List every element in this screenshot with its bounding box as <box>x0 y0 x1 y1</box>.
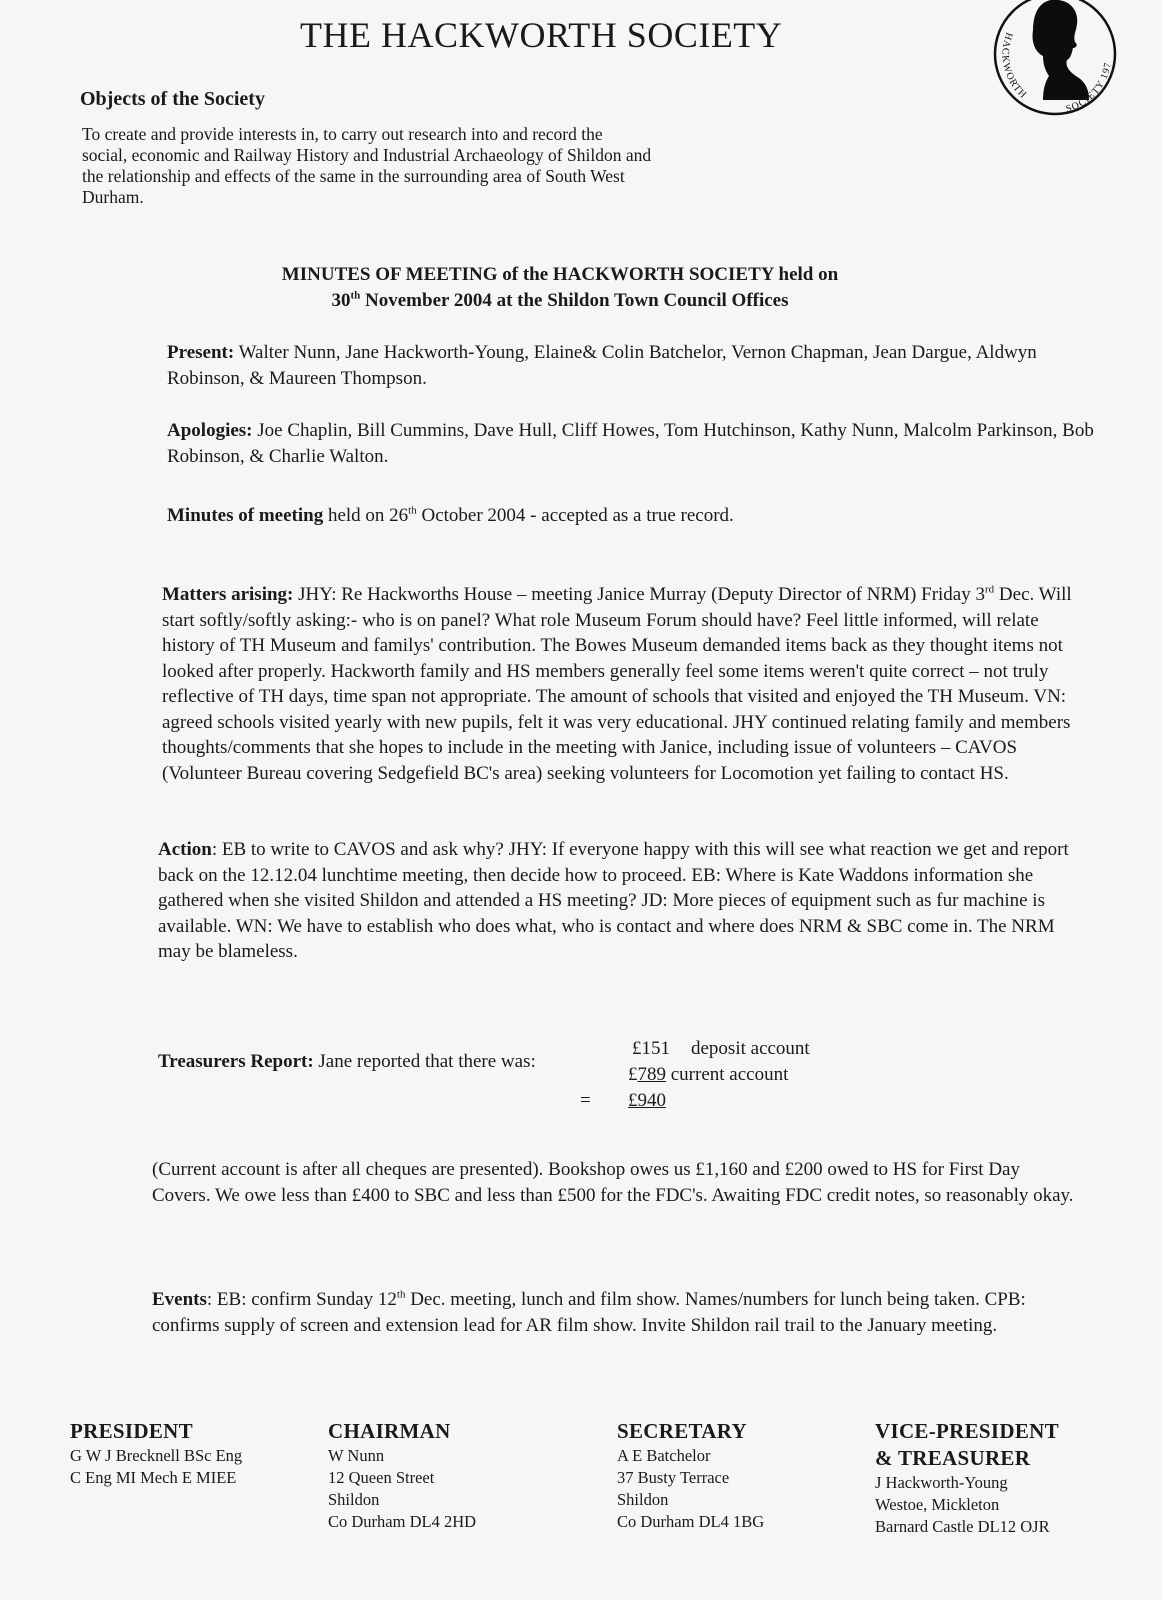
treasurer-label: Treasurers Report: <box>158 1051 314 1072</box>
objects-heading: Objects of the Society <box>80 88 265 110</box>
treasurer-title: & TREASURER <box>875 1446 1031 1470</box>
secretary-block <box>617 1418 764 1533</box>
chairman-line: 12 Queen Street <box>328 1468 435 1487</box>
matters-arising-text-b: Dec. Will start softly/softly asking:- who is on panel? What role Museum Forum should have? Feel little informed, will relate history of TH Museum and familys' contribution. The Bowes Museum demanded items back as they thought items not looked after properly. Hackworth family and HS members generally feel some items weren't quite correct – not truly reflective of TH days, time span not appropriate. The amount of schools that visited and enjoyed the TH Museum. VN: agreed schools visited yearly with new pupils, felt it was very educational. JHY continued relating family and members thoughts/comments that she hopes to include in the meeting with Janice, including issue of volunteers – CAVOS (Volunteer Bureau covering Sedgefield BC's area) seeking volunteers for Locomotion yet failing to contact HS. <box>162 584 1072 784</box>
treasurer-intro: Jane reported that there was: <box>313 1051 536 1072</box>
president-line: G W J Brecknell BSc Eng <box>70 1446 243 1465</box>
society-logo <box>985 0 1125 132</box>
chairman-line: Co Durham DL4 2HD <box>328 1512 477 1531</box>
society-title: THE HACKWORTH SOCIETY <box>300 15 783 55</box>
current-account-line <box>628 1064 788 1086</box>
current-amount: 789 <box>637 1064 666 1085</box>
previous-minutes-sup: th <box>408 504 417 517</box>
minutes-heading-line1: MINUTES OF MEETING of the HACKWORTH SOCIETY held on <box>281 264 839 285</box>
events-paragraph <box>152 1287 1082 1338</box>
previous-minutes-text-a: held on 26 <box>323 505 409 526</box>
events-text-b: Dec. meeting, lunch and film show. Names/numbers for lunch being taken. CPB: confirms supply of screen and extension lead for AR film show. Invite Shildon rail trail to the January meeting. <box>152 1289 1026 1336</box>
treasurer-note: (Current account is after all cheques are presented). Bookshop owes us £1,160 and £200 owed to HS for First Day Covers. We owe less than £400 to SBC and less than £500 for the FDC's. Awaiting FDC credit notes, so reasonably okay. <box>152 1159 1074 1206</box>
apologies-paragraph <box>167 418 1097 469</box>
action-paragraph <box>158 837 1088 965</box>
chairman-title: CHAIRMAN <box>328 1419 451 1443</box>
apologies-label: Apologies: <box>167 420 253 441</box>
action-label: Action <box>158 839 212 860</box>
meeting-day-suffix: th <box>350 289 361 302</box>
action-text: : EB to write to CAVOS and ask why? JHY: If everyone happy with this will see what reaction we get and report back on the 12.12.04 lunchtime meeting, then decide how to proceed. EB: Where is Kate Waddons information she gathered when she visited Shildon and attended a HS meeting? JD: More pieces of equipment such as fur machine is available. WN: We have to establish who does what, who is contact and where does NRM & SBC come in. The NRM may be blameless. <box>158 839 1069 962</box>
present-paragraph <box>167 340 1097 391</box>
secretary-line: 37 Busty Terrace <box>617 1468 730 1487</box>
treasurer-report-line <box>158 1051 536 1073</box>
chairman-line: Shildon <box>328 1490 380 1509</box>
matters-arising-paragraph <box>162 582 1087 786</box>
previous-minutes-paragraph <box>167 503 1097 529</box>
vice-president-line: Westoe, Mickleton <box>875 1495 1000 1514</box>
matters-arising-sup: rd <box>985 583 995 596</box>
deposit-amount: £151 <box>632 1038 670 1059</box>
vice-president-title: VICE-PRESIDENT <box>875 1419 1059 1443</box>
events-text-a: : EB: confirm Sunday 12 <box>206 1289 397 1310</box>
current-label: current account <box>666 1064 789 1085</box>
secretary-line: Co Durham DL4 1BG <box>617 1512 765 1531</box>
secretary-line: A E Batchelor <box>617 1446 711 1465</box>
vice-president-line: Barnard Castle DL12 OJR <box>875 1517 1050 1536</box>
apologies-text: Joe Chaplin, Bill Cummins, Dave Hull, Cliff Howes, Tom Hutchinson, Kathy Nunn, Malcolm Parkinson, Bob Robinson, & Charlie Walton. <box>167 420 1094 467</box>
minutes-heading <box>200 262 920 314</box>
events-sup: th <box>396 1288 406 1301</box>
deposit-label: deposit account <box>691 1038 810 1059</box>
equals-sign: = <box>580 1090 591 1111</box>
president-block <box>70 1418 242 1489</box>
svg-text:HACKWORTH <box>999 31 1028 101</box>
events-label: Events <box>152 1289 207 1310</box>
logo-text-right: SOCIETY 197 <box>1064 61 1114 115</box>
president-title: PRESIDENT <box>70 1419 193 1443</box>
vice-president-line: J Hackworth-Young <box>875 1473 1008 1492</box>
objects-text: To create and provide interests in, to carry out research into and record the social, economic and Railway History and Industrial Archaeology of Shildon and the relationship and effects of the same in the surrounding area of South West Durham. <box>82 124 652 207</box>
meeting-date-rest: November 2004 at the Shildon Town Council Offices <box>360 290 789 311</box>
minutes-heading-line2 <box>200 288 920 314</box>
previous-minutes-label: Minutes of meeting <box>167 505 324 526</box>
matters-arising-label: Matters arising: <box>162 584 294 605</box>
meeting-day: 30 <box>331 290 351 311</box>
secretary-line: Shildon <box>617 1490 669 1509</box>
secretary-title: SECRETARY <box>617 1419 747 1443</box>
chairman-block <box>328 1418 476 1533</box>
current-currency: £ <box>628 1064 638 1085</box>
chairman-line: W Nunn <box>328 1446 385 1465</box>
previous-minutes-text-b: October 2004 - accepted as a true record. <box>416 505 734 526</box>
present-text: Walter Nunn, Jane Hackworth-Young, Elaine& Colin Batchelor, Vernon Chapman, Jean Dargue, Aldwyn Robinson, & Maureen Thompson. <box>167 342 1037 389</box>
matters-arising-text-a: JHY: Re Hackworths House – meeting Janice Murray (Deputy Director of NRM) Friday 3 <box>293 584 985 605</box>
present-label: Present: <box>167 342 235 363</box>
vice-president-block <box>875 1418 1059 1538</box>
president-line: C Eng MI Mech E MIEE <box>70 1468 237 1487</box>
logo-text-left: HACKWORTH <box>999 30 1029 102</box>
total-amount: £940 <box>628 1090 666 1111</box>
portrait-silhouette-icon <box>1032 0 1089 100</box>
